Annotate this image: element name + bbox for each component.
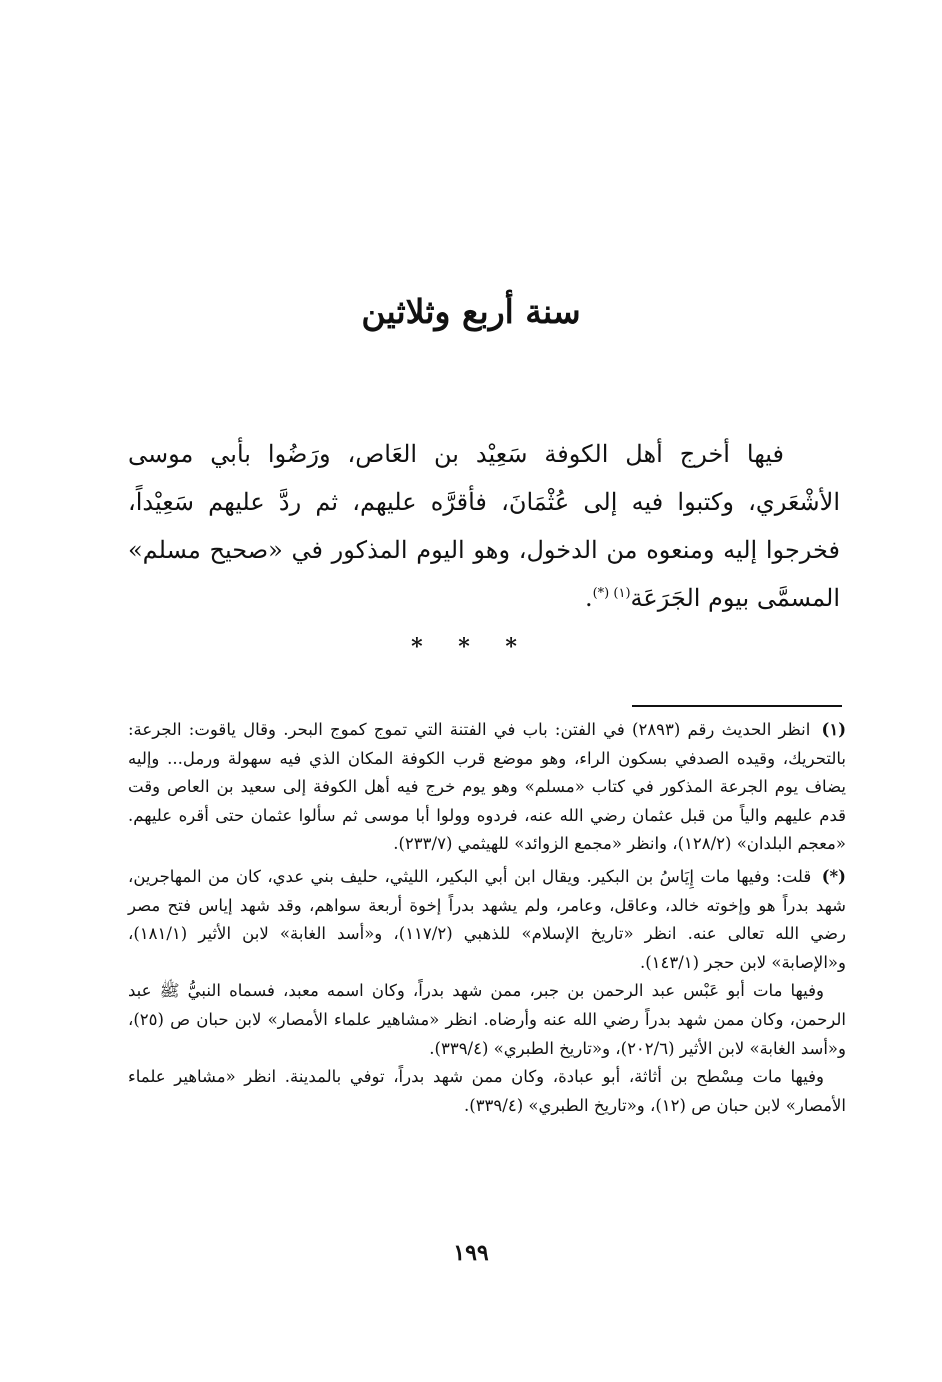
footnote-divider: [632, 705, 842, 707]
footnote-1: [128, 716, 846, 859]
main-text-end: .: [584, 584, 593, 612]
footnote-paragraph: [128, 863, 846, 977]
main-text-body: فيها أخرج أهل الكوفة سَعِيْد بن العَاص، ورَضُوا بأبي موسى الأشْعَري، وكتبوا فيه إلى عُثْمَانَ، فأقرَّه عليهم، ثم ردَّ عليهم سَعِيْداً، فخرجوا إليه ومنعوه من الدخول، وهو اليوم المذكور في «صحيح مسلم» المسمَّى بيوم الجَرَعَة: [128, 440, 840, 612]
footnote-text: انظر الحديث رقم (٢٨٩٣) في الفتن: باب في الفتنة التي تموج كموج البحر. وقال ياقوت: الجرعة: بالتحريك، وقيده الصدفي بسكون الراء، وهو موضع قرب الكوفة المكان الذي فيه سهولة ورمل... وإليه يضاف يوم الجرعة المذكور في كتاب «مسلم» وهو يوم خرج فيه أهل الكوفة إلى سعيد بن العاص وقت قدم عليهم والياً من قبل عثمان رضي الله عنه، فردوه وولوا أبا موسى ثم سألوا عثمان حتى أقره عليهم. «معجم البلدان» (١٢٨/٢)، وانظر «مجمع الزوائد» للهيثمي (٢٣٣/٧).: [128, 720, 846, 854]
footnote-paragraph: وفيها مات أبو عَبْس عبد الرحمن بن جبر، ممن شهد بدراً، وكان اسمه معبد، فسماه النبيُّ ﷺ عبد الرحمن، وكان ممن شهد بدراً رضي الله عنه وأرضاه. انظر «مشاهير علماء الأمصار» لابن حبان ص (٢٥)، و«أسد الغابة» لابن الأثير (٢٠٢/٦)، و«تاريخ الطبري» (٣٣٩/٤).: [128, 981, 846, 1058]
footnote-text: قلت: وفيها مات إِيَاسُ بن البكير. ويقال ابن أبي البكير، الليثي، حليف بني عدي، كان من المهاجرين، شهد بدراً هو وإخوته خالد، وعاقل، وعامر، ولم يشهد بدراً إخوة أربعة سواهم، وقد شهد إياس فتح مصر رضي الله تعالى عنه. انظر «تاريخ الإسلام» للذهبي (١١٧/٢)، و«أسد الغابة» لابن الأثير (١٨١/١)، و«الإصابة» لابن حجر (١٤٣/١).: [128, 866, 846, 972]
footnote-star: [128, 863, 846, 1120]
footnote-marker: (*): [821, 866, 846, 886]
footnote-paragraph: [128, 716, 846, 859]
main-paragraph: [128, 430, 840, 622]
chapter-title: سنة أربع وثلاثين: [361, 292, 581, 331]
footnote-references: (١) (*): [592, 586, 631, 601]
page-number: ١٩٩: [453, 1240, 489, 1266]
section-separator: * * *: [411, 634, 531, 660]
footnotes: [128, 716, 846, 1120]
footnote-paragraph: وفيها مات مِسْطح بن أثاثة، أبو عبادة، وكان ممن شهد بدراً، توفي بالمدينة. انظر «مشاهير علماء الأمصار» لابن حبان ص (١٢)، و«تاريخ الطبري» (٣٣٩/٤).: [128, 1067, 846, 1115]
footnote-marker: (١): [821, 720, 846, 739]
